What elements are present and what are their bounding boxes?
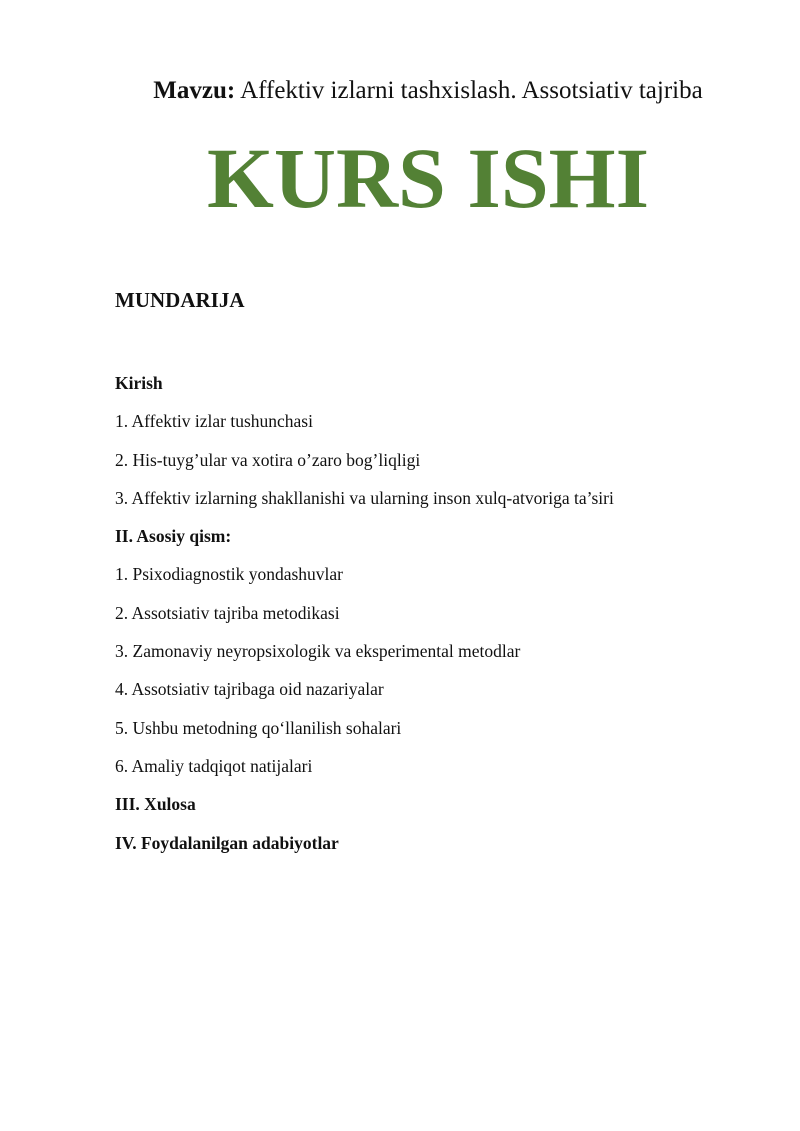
toc-item: III. Xulosa <box>115 794 196 815</box>
toc-heading: MUNDARIJA <box>115 288 245 312</box>
toc-item: IV. Foydalanilgan adabiyotlar <box>115 832 339 853</box>
table-of-contents <box>115 371 614 869</box>
toc-item: 3. Affektiv izlarning shakllanishi va ularning inson xulq-atvoriga ta’siri <box>115 487 614 508</box>
document-title: KURS ISHI <box>206 130 650 226</box>
toc-item: 4. Assotsiativ tajribaga oid nazariyalar <box>115 679 384 700</box>
topic-text: Affektiv izlarni tashxislash. Assotsiativ tajriba <box>240 77 703 104</box>
toc-item: 5. Ushbu metodning qo‘llanilish sohalari <box>115 717 402 738</box>
toc-item: 1. Affektiv izlar tushunchasi <box>115 411 313 432</box>
toc-item: 2. Assotsiativ tajriba metodikasi <box>115 602 340 623</box>
toc-item: 2. His-tuyg’ular va xotira o’zaro bog’liqligi <box>115 449 421 470</box>
toc-item: 6. Amaliy tadqiqot natijalari <box>115 755 313 776</box>
topic-label: Mavzu: <box>153 77 236 104</box>
toc-item: Kirish <box>115 373 163 393</box>
toc-item: 3. Zamonaviy neyropsixologik va eksperimental metodlar <box>115 641 521 662</box>
toc-item: 1. Psixodiagnostik yondashuvlar <box>115 564 343 585</box>
topic-line <box>0 76 800 106</box>
toc-item: II. Asosiy qism: <box>115 526 232 547</box>
